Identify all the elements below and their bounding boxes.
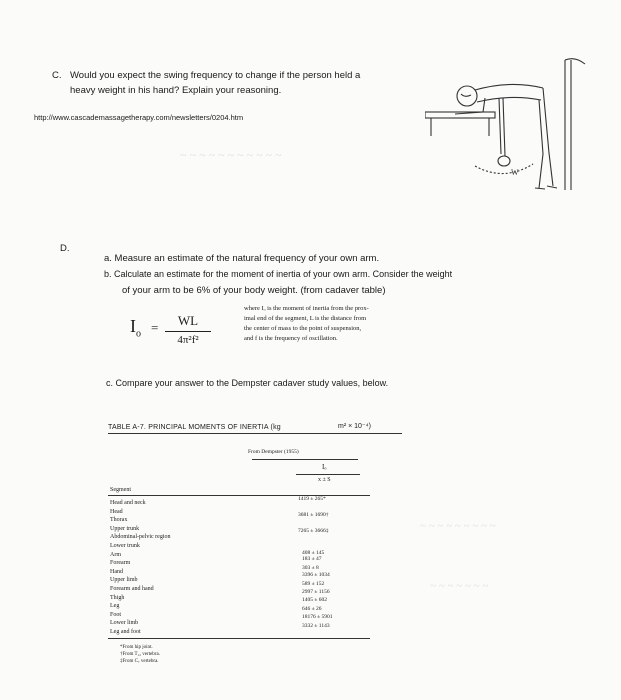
where-line-1: where Iₒ is the moment of inertia from the prox- <box>244 305 369 312</box>
table-value: 7265 ± 3666‡ <box>298 528 329 534</box>
table-col-symbol: Iₒ <box>322 463 327 471</box>
table-value: 3396 ± 1034 <box>302 572 330 578</box>
footnote-t12: †From T₁₂ vertebra. <box>120 652 160 657</box>
table-segment-label: Head <box>110 508 123 515</box>
table-source-rule <box>252 459 358 460</box>
table-top <box>425 112 495 118</box>
where-line-3: the center of mass to the point of suspension, <box>244 325 362 332</box>
part-d-item-b-line1: b. Calculate an estimate for the moment of inertia of your own arm. Consider the weight <box>104 269 453 279</box>
table-value: 303 ± 8 <box>302 565 319 571</box>
table-segment-label: Thorax <box>110 517 128 524</box>
table-value: 408 ± 145 <box>302 550 325 556</box>
part-d-item-b-line2: of your arm to be 6% of your body weight. (from cadaver table) <box>122 285 386 296</box>
hand-weight <box>498 156 510 166</box>
table-value: 1405 ± 602 <box>302 597 328 603</box>
table-value: 2997 ± 1156 <box>302 589 330 595</box>
part-d-item-c: c. Compare your answer to the Dempster cadaver study values, below. <box>106 378 389 388</box>
table-segment-label: Foot <box>110 611 122 618</box>
table-value: 1419 ± 265* <box>298 496 326 502</box>
table-segment-label: Thigh <box>110 594 125 601</box>
formula-equals: = <box>151 320 159 335</box>
part-c-label: C. <box>52 70 62 81</box>
table-value: 589 ± 152 <box>302 581 325 587</box>
where-line-4: and f is the frequency of oscillation. <box>244 335 338 342</box>
table-segment-label: Upper trunk <box>110 525 140 532</box>
formula-denominator: 4π²f² <box>177 334 199 346</box>
formula-fraction-bar <box>165 331 211 332</box>
table-segment-header: Segment <box>110 487 131 493</box>
formula-lhs-symbol: I <box>130 316 136 336</box>
table-segment-label: Lower trunk <box>110 543 140 549</box>
table-segment-label: Leg and foot <box>110 629 141 635</box>
figure-leg <box>543 88 553 186</box>
table-source-header: From Dempster (1955) <box>248 449 299 455</box>
footnote-hip: *From hip joint. <box>120 645 153 650</box>
table-segment-label: Forearm <box>110 560 131 567</box>
bleed-through-texture: ~ ~ ~ ~ ~ ~ ~ <box>430 580 489 592</box>
footnote-c7: ‡From C₇ vertebra. <box>120 659 159 664</box>
figure-back <box>475 84 543 90</box>
table-value: 183 ± 47 <box>302 556 322 562</box>
table-value: 18176 ± 5901 <box>302 614 333 620</box>
table-segment-label: Lower limb <box>110 620 139 627</box>
table-header-rule <box>108 495 370 496</box>
table-value: 3681 ± 1690† <box>298 512 329 518</box>
figure-symbol: W <box>511 168 519 177</box>
part-c-question-line1: Would you expect the swing frequency to change if the person held a <box>70 70 361 81</box>
table-segment-label: Head and neck <box>110 500 146 506</box>
table-segment-label: Arm <box>110 551 121 558</box>
where-line-2: imal end of the segment, L is the distance from <box>244 315 367 322</box>
figure-swinging-arm <box>503 98 505 156</box>
formula-lhs <box>130 316 141 340</box>
formula-numerator: WL <box>177 313 199 328</box>
table-value: 646 ± 26 <box>302 606 322 612</box>
part-d-item-a: a. Measure an estimate of the natural frequency of your own arm. <box>104 253 380 264</box>
table-segment-label: Leg <box>110 603 120 610</box>
formula-lhs-subscript: o <box>136 328 141 340</box>
table-bottom-rule <box>108 638 370 639</box>
part-c-question-line2: heavy weight in his hand? Explain your reasoning. <box>70 85 282 96</box>
table-segment-label: Forearm and hand <box>110 586 154 592</box>
table-segment-label: Upper limb <box>110 577 138 584</box>
table-segment-label: Hand <box>110 568 123 575</box>
bleed-through-texture: ~ ~ ~ ~ ~ ~ ~ ~ ~ <box>420 520 496 532</box>
bleed-through-texture: ~ ~ ~ ~ ~ ~ ~ ~ ~ ~ ~ <box>180 148 282 162</box>
swing-arc <box>475 164 533 174</box>
table-title: TABLE A-7. PRINCIPAL MOMENTS OF INERTIA (kg <box>108 424 281 431</box>
reference-url[interactable]: http://www.cascademassagetherapy.com/newsletters/0204.htm <box>34 113 244 122</box>
swinging-arm-figure <box>425 58 600 198</box>
table-value: 3332 ± 1143 <box>302 623 330 629</box>
table-segment-label: Abdominal-pelvic region <box>110 534 171 541</box>
table-title-units: m² × 10⁻⁴) <box>338 423 371 430</box>
table-symbol-rule <box>296 474 360 475</box>
table-top-rule <box>108 433 402 434</box>
table-col-stat: x ± S <box>318 477 331 483</box>
part-d-label: D. <box>60 243 70 254</box>
